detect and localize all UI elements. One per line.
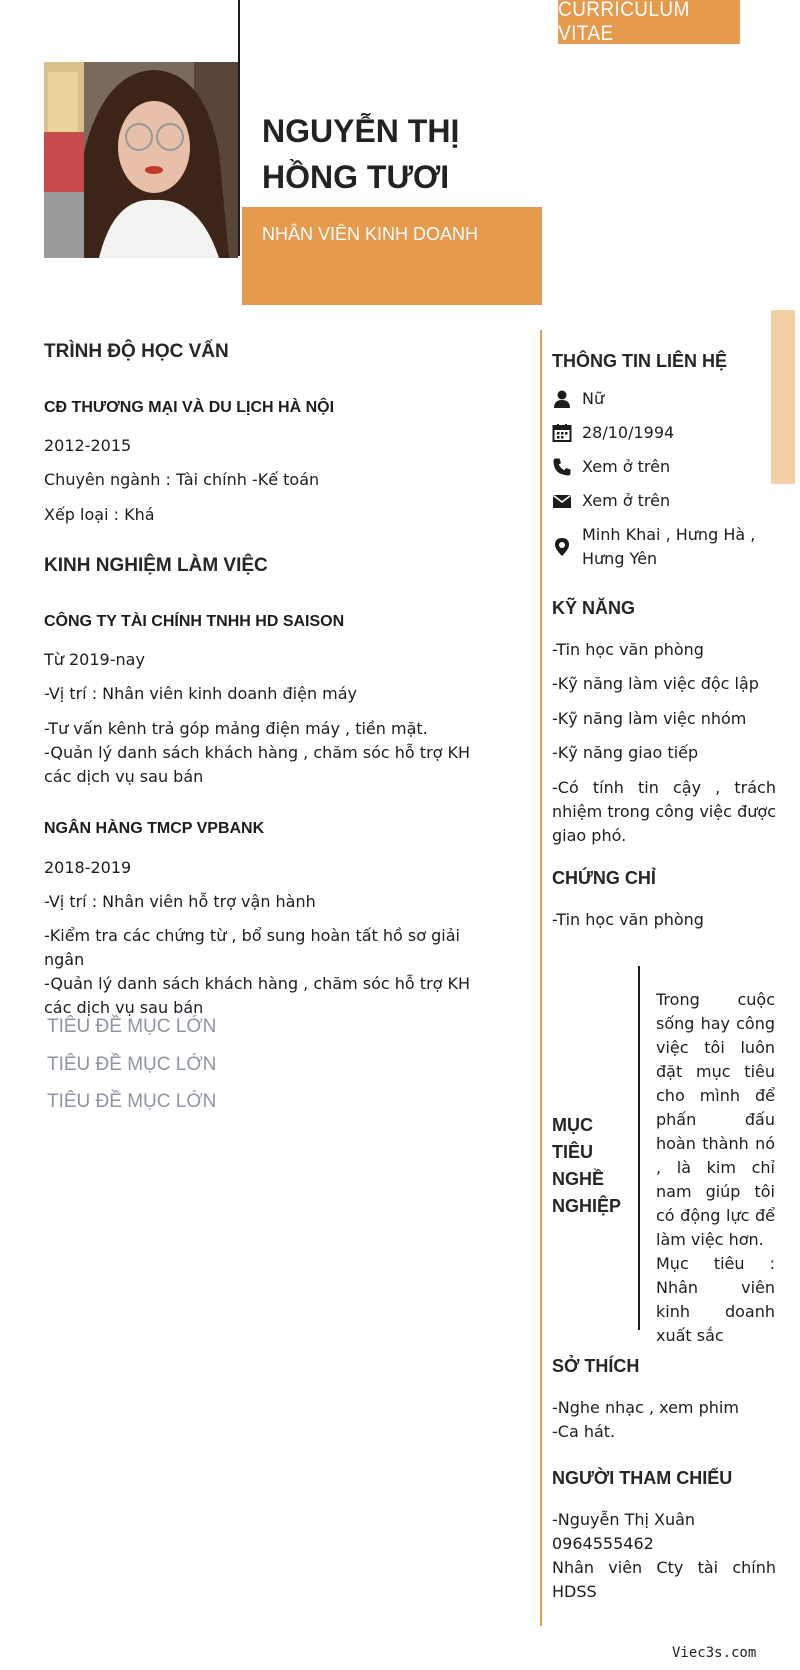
person-icon — [552, 389, 572, 409]
skill-item: -Tin học văn phòng — [552, 640, 704, 659]
site-watermark: Viec3s.com — [672, 1645, 757, 1661]
job-title: NHÂN VIÊN KINH DOANH — [262, 224, 479, 244]
certificate-item: -Tin học văn phòng — [552, 910, 704, 929]
address-value: Minh Khai , Hưng Hà , Hưng Yên — [582, 525, 756, 568]
role-banner — [242, 207, 542, 305]
goal-target: Mục tiêu : Nhân viên kinh doanh xuất sắc — [656, 1254, 775, 1345]
contact-dob — [552, 421, 792, 445]
contact-gender — [552, 387, 792, 411]
hobby-item: -Nghe nhạc , xem phim — [552, 1398, 739, 1417]
education-grade: Xếp loại : Khá — [44, 505, 155, 524]
school-name: CĐ THƯƠNG MẠI VÀ DU LỊCH HÀ NỘI — [44, 399, 335, 416]
gender-value: Nữ — [582, 389, 605, 408]
education-title: TRÌNH ĐỘ HỌC VẤN — [44, 341, 229, 362]
dob-value: 28/10/1994 — [582, 423, 675, 442]
job-2-duties — [44, 924, 494, 1020]
skills-title: KỸ NĂNG — [552, 598, 636, 618]
calendar-icon — [552, 423, 572, 443]
hobby-item: -Ca hát. — [552, 1422, 616, 1441]
job-2-period: 2018-2019 — [44, 858, 132, 877]
skill-item: -Kỹ năng làm việc nhóm — [552, 709, 747, 728]
contact-email — [552, 489, 792, 513]
goal-divider — [638, 966, 640, 1330]
skill-item: -Kỹ năng giao tiếp — [552, 743, 699, 762]
education-years: 2012-2015 — [44, 436, 132, 455]
job-2-duty-1: -Kiểm tra các chứng từ , bổ sung hoàn tất hồ sơ giải ngân — [44, 926, 460, 969]
goal-description: Trong cuộc sống hay công việc tôi luôn đặt mục tiêu cho mình để phấn đấu hoàn thành nó , là kim chỉ nam giúp tôi có động lực để làm việc hơn. — [656, 990, 775, 1249]
email-value: Xem ở trên — [582, 491, 671, 510]
goal-text — [656, 988, 775, 1348]
phone-value: Xem ở trên — [582, 457, 671, 476]
reference-name: -Nguyễn Thị Xuân — [552, 1510, 696, 1529]
job-1-position: -Vị trí : Nhân viên kinh doanh điện máy — [44, 684, 358, 703]
placeholder-title-3: TIÊU ĐỀ MỤC LỚN — [47, 1091, 217, 1112]
cv-badge: CURRICULUM VITAE — [558, 0, 740, 44]
location-icon — [552, 537, 572, 557]
certificates-title: CHỨNG CHỈ — [552, 868, 656, 888]
contact-address — [552, 523, 792, 571]
job-1-company: CÔNG TY TÀI CHÍNH TNHH HD SAISON — [44, 613, 345, 630]
right-column-divider — [540, 330, 542, 1626]
job-1-duty-1: -Tư vấn kênh trả góp mảng điện máy , tiền mặt. — [44, 719, 428, 738]
phone-icon — [552, 457, 572, 477]
hobbies-list — [552, 1396, 739, 1444]
name-line-1: NGUYỄN THỊ — [262, 113, 460, 149]
profile-photo — [44, 62, 238, 258]
job-1-duty-2: -Quản lý danh sách khách hàng , chăm sóc hỗ trợ KH các dịch vụ sau bán — [44, 743, 471, 786]
contact-title: THÔNG TIN LIÊN HỆ — [552, 351, 727, 371]
job-1-period: Từ 2019-nay — [44, 650, 145, 669]
education-major: Chuyên ngành : Tài chính -Kế toán — [44, 470, 320, 489]
skill-item: -Có tính tin cậy , trách nhiệm trong công việc được giao phó. — [552, 778, 776, 845]
candidate-name — [262, 108, 542, 200]
name-line-2: HỒNG TƯƠI — [262, 159, 450, 195]
header-divider — [238, 0, 240, 256]
goal-title: MỤC TIÊU NGHỀ NGHIỆP — [552, 1115, 622, 1216]
placeholder-title-1: TIÊU ĐỀ MỤC LỚN — [47, 1016, 217, 1037]
mail-icon — [552, 491, 572, 511]
reference-details — [552, 1508, 776, 1604]
reference-org: Nhân viên Cty tài chính HDSS — [552, 1558, 776, 1601]
reference-phone: 0964555462 — [552, 1534, 654, 1553]
job-2-duty-2: -Quản lý danh sách khách hàng , chăm sóc hỗ trợ KH các dịch vụ sau bán — [44, 974, 471, 1017]
placeholder-title-2: TIÊU ĐỀ MỤC LỚN — [47, 1054, 217, 1075]
hobbies-title: SỞ THÍCH — [552, 1356, 640, 1376]
job-2-position: -Vị trí : Nhân viên hỗ trợ vận hành — [44, 892, 316, 911]
contact-phone — [552, 455, 792, 479]
reference-title: NGƯỜI THAM CHIẾU — [552, 1468, 733, 1488]
job-1-duties — [44, 717, 494, 789]
job-2-company: NGÂN HÀNG TMCP VPBANK — [44, 820, 265, 837]
experience-title: KINH NGHIỆM LÀM VIỆC — [44, 555, 268, 576]
skill-item: -Kỹ năng làm việc độc lập — [552, 674, 759, 693]
